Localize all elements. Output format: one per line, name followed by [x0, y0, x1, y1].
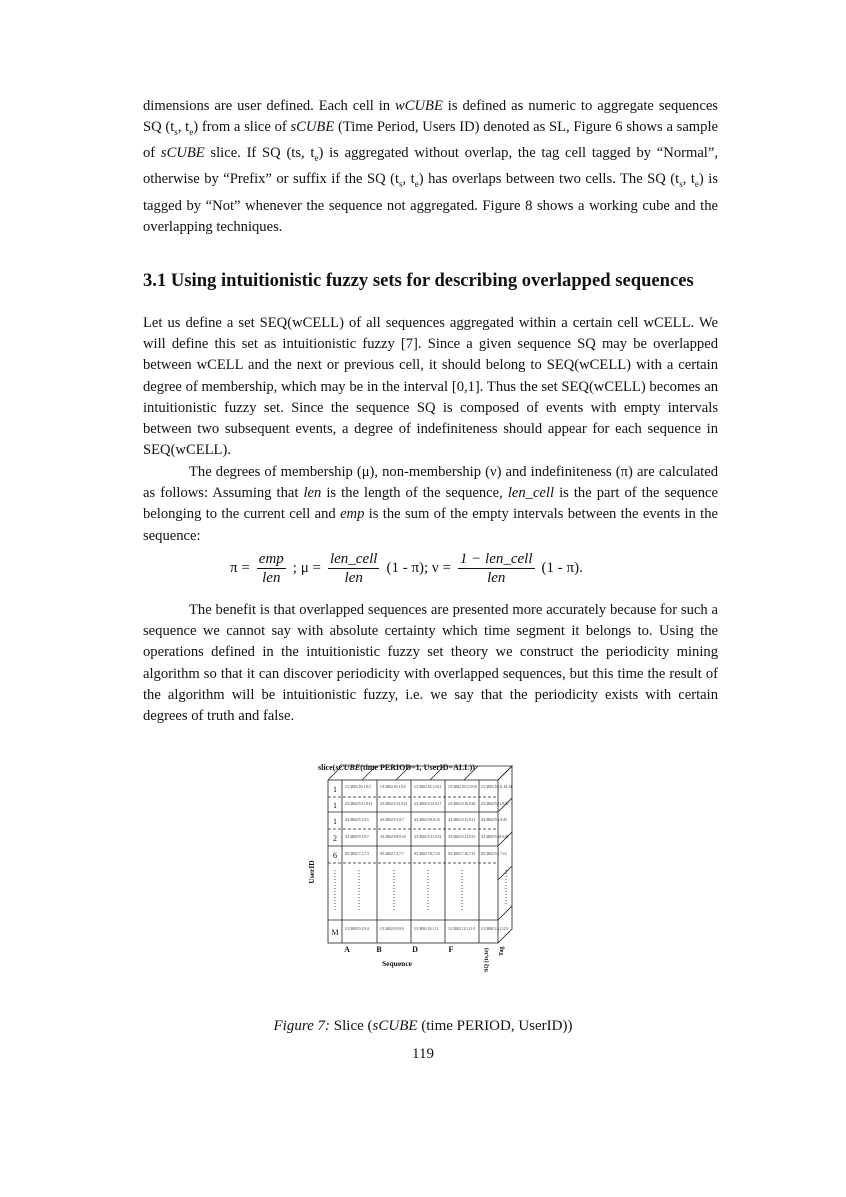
cell: 9/1/2002 7:5,7:7: [380, 852, 404, 856]
text: , t: [177, 119, 190, 136]
paragraph-degrees: [143, 462, 718, 547]
depth-label-tag: Tag: [499, 946, 505, 956]
cell: 1/1/2002 10:1,10:1: [414, 785, 442, 789]
var-len: len: [303, 485, 322, 502]
subscript: e: [694, 179, 699, 190]
text: ) from a slice of: [193, 119, 291, 136]
subscript: s: [174, 127, 178, 138]
cell: 2/1/2002 9:21,9:20: [481, 802, 509, 806]
col-label: F: [448, 945, 454, 954]
caption-label: Figure 7:: [273, 1018, 331, 1034]
cell: 2/1/2002 9:18,9:20: [448, 802, 476, 806]
cell: 1/1/2002 10:11,10:14: [481, 785, 512, 789]
row-label: M: [331, 928, 339, 937]
numerator: emp: [258, 550, 284, 567]
cell: 1/1/2002 10:1,11: [414, 927, 439, 931]
cell: 2/1/2002 9:15,9:17: [414, 802, 442, 806]
text: (time PERIOD, UserID)): [417, 1018, 573, 1034]
cell: 1/1/2002 12:1,12:5: [481, 927, 509, 931]
row-label: 2: [333, 834, 337, 843]
cell: 2/1/2002 9:11,9:13: [345, 802, 373, 806]
text: slice(: [318, 763, 336, 772]
cell: 4/1/2002 9:1,9:43: [481, 818, 507, 822]
text: is defined as numeric to aggregate sequences SQ (t: [143, 98, 718, 136]
fraction-pi: [257, 550, 286, 587]
subscript: s: [399, 179, 403, 190]
text: dimensions are user defined. Each cell in: [143, 98, 396, 114]
subscript: s: [679, 179, 683, 190]
cell: 1/1/2002 9:5,9:9: [380, 927, 404, 931]
page-number: 119: [412, 1046, 434, 1062]
text: is the sum of the empty intervals between the events in the sequence:: [143, 506, 718, 544]
cell: 9/1/2002 7:1,7:3: [345, 852, 369, 856]
denominator: len: [487, 569, 506, 586]
formula-pi-lhs: π =: [230, 559, 250, 576]
cell: 4/1/2002 9:1,9:7: [380, 818, 404, 822]
term-scube: sCUBE: [290, 119, 335, 136]
cell: 9/1/2002 9:1,7:12: [481, 852, 507, 856]
fraction-mu: [328, 550, 379, 587]
cell: 1/1/2002 10:1,8:3: [345, 785, 371, 789]
cell: 3/1/2002 9:11,9:13: [414, 835, 442, 839]
text: ) has overlaps between two cells. The SQ (t: [418, 171, 680, 188]
numerator: len_cell: [329, 550, 378, 567]
paragraph-intro: [143, 96, 718, 238]
y-axis-label: UserID: [307, 860, 316, 884]
paragraph-benefit: The benefit is that overlapped sequences are presented more accurately because for such a sequence we cannot say with absolute certainty which time segment it belongs to. Using the operations defined in the intuitionistic fuzzy set theory we construct the periodicity mining algorithm so that it can discover periodicity with overlapped sequences, but this time the result of the algorithm will be intuitionistic fuzzy, i.e. we say that the periodicity exists with certain degrees of truth and false.: [143, 602, 718, 725]
subscript: e: [189, 127, 194, 138]
col-label: A: [344, 945, 350, 954]
depth-label-sq: SQ (ts,te): [484, 948, 490, 972]
row-label: 1: [333, 785, 337, 794]
text: sCUBE: [335, 763, 361, 772]
formula: [230, 542, 583, 594]
text: , t: [682, 171, 695, 188]
cell: 1/1/2002 11:1,11:5: [448, 927, 476, 931]
term-wcube: wCUBE: [395, 98, 443, 114]
cell: 9/1/2002 7:8,7:10: [414, 852, 440, 856]
cell: 3/1/2002 9:12,9:15: [448, 835, 476, 839]
text: (time PERIOD=1, UserID=ALL)): [360, 763, 475, 772]
subscript: e: [314, 153, 319, 164]
cell: 2/1/2002 9:13,9:15: [380, 802, 408, 806]
col-label: B: [376, 945, 382, 954]
denominator: len: [262, 569, 281, 586]
term-scube: sCUBE: [160, 145, 205, 162]
text: The degrees of membership (μ), non-membership (ν) and indefiniteness (π) are calculated as follows: Assuming that: [143, 464, 718, 502]
denominator: len: [344, 569, 363, 586]
text: slice. If SQ (ts, t: [204, 145, 315, 162]
section-heading: 3.1 Using intuitionistic fuzzy sets for describing overlapped sequences: [143, 270, 694, 291]
cell: 3/1/2002 9:8,9:10: [380, 835, 406, 839]
cell: 4/1/2002 9:1,9:5: [345, 818, 369, 822]
numerator: 1 − len_cell: [459, 550, 533, 567]
cell: 9/1/2002 7:10,7:13: [448, 852, 476, 856]
row-label: 6: [333, 851, 337, 860]
var-emp: emp: [340, 506, 365, 523]
text: (Time Period, Users ID) denoted as SL, Figure 6 shows a sample of: [143, 119, 718, 162]
cell: 4/1/2002 9:11,9:13: [448, 818, 476, 822]
formula-mu-lhs: ; μ =: [292, 559, 321, 576]
text: sCUBE: [372, 1018, 418, 1034]
cell: 3/1/2002 9:1,9:7: [345, 835, 369, 839]
cell: 3/1/2002 9:18,9:20: [481, 835, 509, 839]
fraction-nu: [458, 550, 535, 587]
cell: 1/1/2002 9:1,9:4: [345, 927, 369, 931]
cell: 1/1/2002 10:5,10:10: [448, 785, 478, 789]
text: is the part of the sequence belonging to the current cell and: [143, 485, 719, 523]
text: ) is aggregated without overlap, the tag cell tagged by “Normal”, otherwise by “Prefix” or suffix if the SQ (t: [143, 145, 718, 188]
text: Slice (: [330, 1018, 373, 1034]
cube-slice-figure: [300, 760, 540, 985]
var-len-cell: len_cell: [507, 485, 555, 502]
row-label: 1: [333, 817, 337, 826]
x-axis-label: Sequence: [382, 959, 412, 968]
cell: 1/1/2002 10:1,9:4: [380, 785, 406, 789]
figure-caption: [0, 1018, 846, 1035]
text: is the length of the sequence,: [321, 485, 508, 502]
formula-mu-tail: (1 - π); ν =: [386, 559, 451, 576]
paragraph-definition: Let us define a set SEQ(wCELL) of all sequences aggregated within a certain cell wCELL. We will define this set as intuitionistic fuzzy [7]. Since a given sequence SQ may be overlapped between wCELL and the next or previous cell, it should belong to SEQ(wCELL) with a certain degree of membership, which may be in the interval [0,1]. Thus the set SEQ(wCELL) becomes an intuitionistic fuzzy set. Since the sequence SQ is composed of events with empty intervals between two subsequent events, a degree of indefiniteness should appear for each sequence in SEQ(wCELL).: [143, 315, 718, 459]
text: ) is tagged by “Not” whenever the sequence not aggregated. Figure 8 shows a working cube and the overlapping techniques.: [143, 171, 718, 235]
col-label: D: [412, 945, 418, 954]
subscript: e: [414, 179, 419, 190]
formula-nu-tail: (1 - π).: [541, 559, 583, 576]
text: , t: [402, 171, 415, 188]
cell: 4/1/2002 9:8,9:10: [414, 818, 440, 822]
row-label: 1: [333, 801, 337, 810]
